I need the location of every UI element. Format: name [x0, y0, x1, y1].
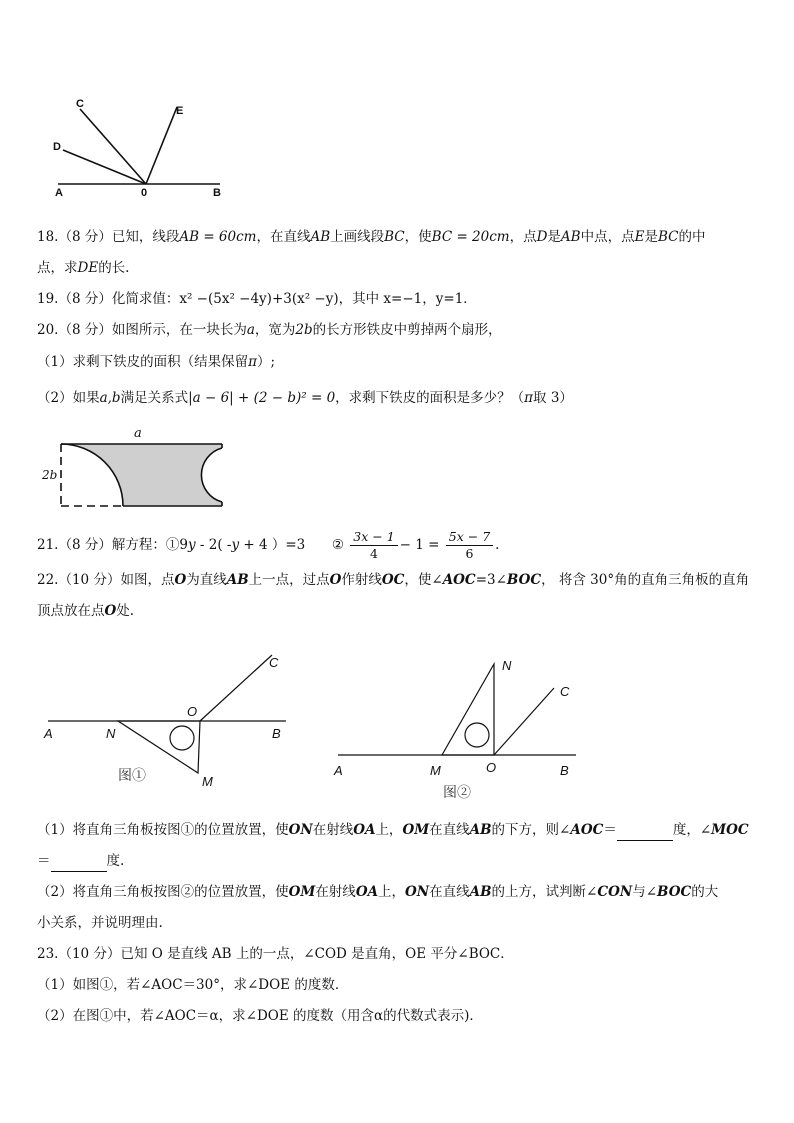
- label-o: O: [486, 760, 497, 775]
- q23-part2: （2）在图①中，若∠AOC＝α，求∠DOE 的度数（用含α的代数式表示)．: [37, 1008, 483, 1024]
- q18-line2: 点，求DE的长.: [37, 260, 130, 276]
- label-a: A: [44, 726, 53, 741]
- fraction-1: $\frac{3x - 1}{4}$: [350, 529, 397, 562]
- label-b: B: [272, 726, 281, 741]
- label-m: M: [430, 763, 441, 778]
- label-b: B: [213, 187, 221, 199]
- q20-part1: （1）求剩下铁皮的面积（结果保留π）;: [37, 354, 276, 370]
- figure-1: [40, 648, 300, 798]
- q18-line1: 18.（8 分）已知，线段AB = 60cm，在直线AB上画线段BC，使BC = 20cm，点D是AB中点，点E是BC的中: [37, 229, 706, 245]
- q22-part2-line2: 小关系，并说明理由.: [37, 915, 163, 931]
- caption-fig1: 图①: [118, 767, 146, 783]
- caption-fig2: 图②: [443, 784, 471, 800]
- label-n: N: [502, 658, 512, 673]
- q22-part1-line1: （1）将直角三角板按图①的位置放置，使ON在射线OA上，OM在直线AB的下方，则∠AOC＝ 度，∠MOC: [37, 820, 764, 841]
- label-o: 0: [141, 187, 148, 199]
- q20-part2: （2）如果a,b满足关系式|a − 6| + (2 − b)² = 0，求剩下铁皮的面积是多少？（π取 3）: [37, 390, 573, 406]
- rectangle-sectors-figure: [38, 422, 238, 514]
- q22-line2: 顶点放在点O处.: [37, 603, 135, 619]
- ray-od: [63, 150, 146, 184]
- figure-2: [330, 648, 590, 803]
- label-c: C: [269, 655, 279, 670]
- ray-oe: [146, 107, 177, 184]
- q22-part1-line2: ＝ 度.: [37, 851, 764, 872]
- label-a: A: [334, 763, 343, 778]
- label-a: a: [134, 426, 142, 441]
- label-2b: 2b: [42, 468, 58, 482]
- ray-oc: [80, 109, 146, 184]
- fraction-2: $\frac{5x - 7}{6}$: [446, 529, 493, 562]
- q23-stem: 23.（10 分）已知 O 是直线 AB 上的一点，∠COD 是直角，OE 平分∠BOC．: [37, 946, 514, 962]
- label-e: E: [176, 105, 184, 117]
- q19-text: 19.（8 分）化简求值：x² −(5x² −4y)+3(x² −y)，其中 x=−1，y=1．: [37, 291, 477, 307]
- angle-figure-q17: [40, 92, 240, 202]
- label-m: M: [202, 774, 213, 789]
- q22-line1: 22.（10 分）如图，点O为直线AB上一点，过点O作射线OC，使∠AOC=3∠BOC， 将含 30°角的直角三角板的直角: [37, 572, 750, 588]
- q22-part2-line1: （2）将直角三角板按图②的位置放置，使OM在射线OA上，ON在直线AB的上方，试判断∠CON与∠BOC的大: [37, 884, 719, 900]
- label-o: O: [187, 704, 198, 719]
- label-c: C: [560, 684, 570, 699]
- q23-part1: （1）如图①，若∠AOC＝30°，求∠DOE 的度数．: [37, 977, 349, 993]
- q21-equations: 21.（8 分）解方程：①9y - 2( -y + 4 ）=3 ② $\frac{3x - 1}{4}$ − 1 = $\frac{5x - 7}{6}$ .: [37, 529, 500, 561]
- label-c: C: [76, 98, 84, 110]
- q20-stem: 20.（8 分）如图所示，在一块长为a，宽为2b的长方形铁皮中剪掉两个扇形，: [37, 322, 502, 338]
- label-n: N: [106, 726, 116, 741]
- answer-blank-moc[interactable]: [51, 851, 107, 872]
- label-a: A: [55, 187, 63, 199]
- answer-blank-aoc[interactable]: [617, 820, 673, 841]
- label-b: B: [560, 763, 569, 778]
- label-d: D: [53, 141, 61, 153]
